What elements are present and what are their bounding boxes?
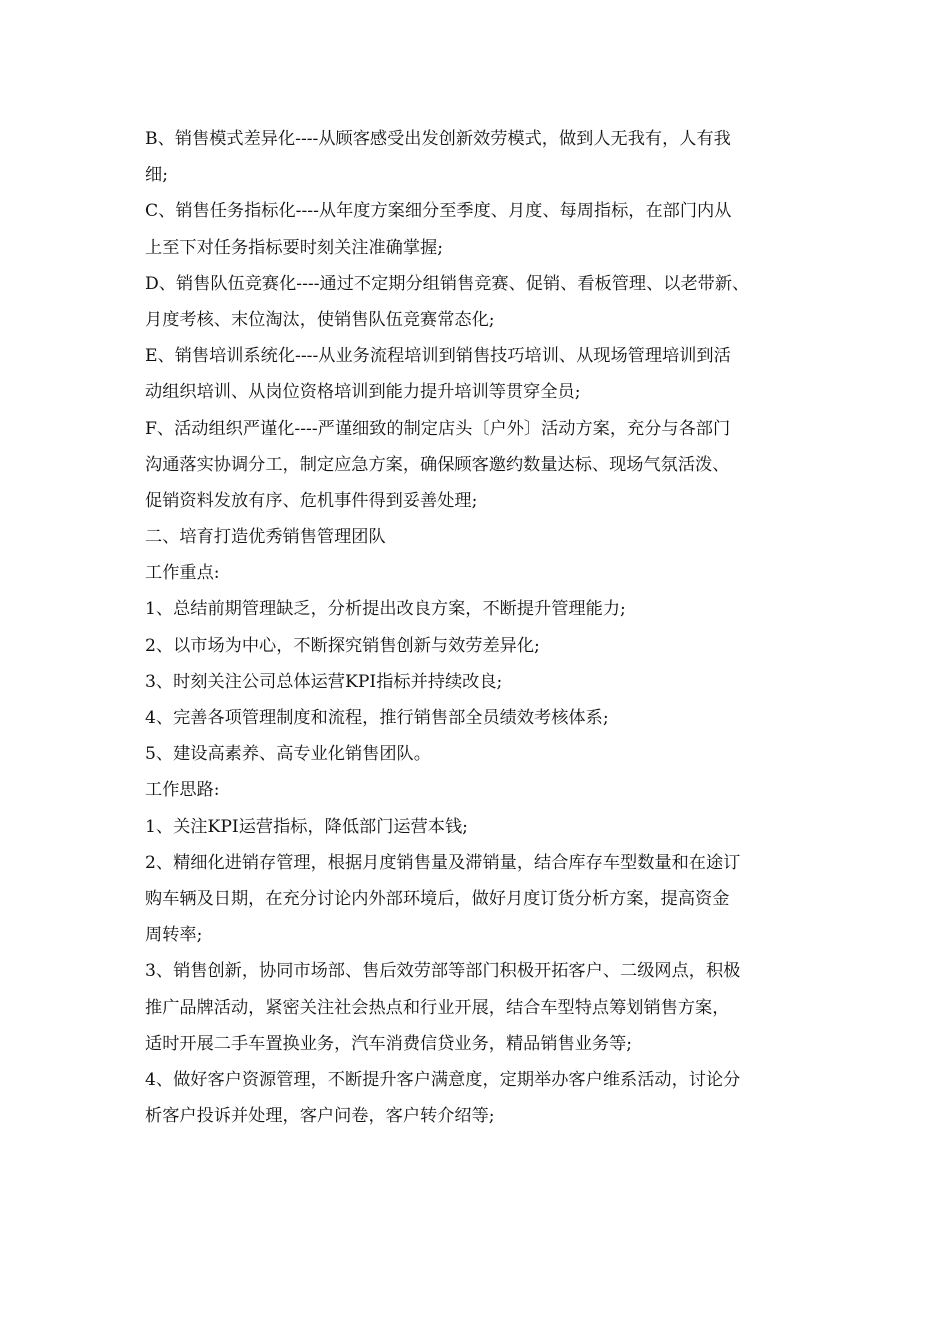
list-item: 3、销售创新，协同市场部、售后效劳部等部门积极开拓客户、二级网点，积极	[145, 961, 741, 982]
text-line: B、销售模式差异化----从顾客感受出发创新效劳模式，做到人无我有，人有我	[145, 129, 731, 149]
text-line: 沟通落实协调分工，制定应急方案，确保顾客邀约数量达标、现场气氛活泼、	[145, 454, 730, 475]
subsection-heading: 工作思路:	[145, 780, 220, 801]
document-body	[145, 121, 835, 1134]
text-line: 购车辆及日期，在充分讨论内外部环境后，做好月度订货分析方案，提高资金	[145, 888, 730, 909]
text-line: E、销售培训系统化----从业务流程培训到销售技巧培训、从现场管理培训到活	[145, 346, 731, 367]
subsection-heading: 工作重点:	[145, 563, 220, 584]
text-line: 周转率;	[145, 925, 203, 946]
text-line: 上至下对任务指标要时刻关注准确掌握;	[145, 237, 443, 258]
text-line: 月度考核、末位淘汰，使销售队伍竞赛常态化;	[145, 309, 495, 330]
text-line: 适时开展二手车置换业务，汽车消费信贷业务，精品销售业务等;	[145, 1033, 633, 1054]
text-line: 促销资料发放有序、危机事件得到妥善处理;	[145, 490, 478, 511]
section-heading: 二、培育打造优秀销售管理团队	[145, 527, 386, 548]
text-line: 细;	[145, 165, 168, 186]
text-line: C、销售任务指标化----从年度方案细分至季度、月度、每周指标，在部门内从	[145, 201, 732, 222]
text-line: F、活动组织严谨化----严谨细致的制定店头〔户外〕活动方案，充分与各部门	[145, 418, 731, 439]
list-item: 1、总结前期管理缺乏，分析提出改良方案，不断提升管理能力;	[145, 599, 626, 620]
text-line: 析客户投诉并处理，客户问卷，客户转介绍等;	[145, 1106, 495, 1127]
list-item: 5、建设高素养、高专业化销售团队。	[145, 744, 431, 765]
list-item: 4、完善各项管理制度和流程，推行销售部全员绩效考核体系;	[145, 708, 609, 728]
list-item: 2、精细化进销存管理，根据月度销售量及滞销量，结合库存车型数量和在途订	[145, 852, 741, 873]
list-item: 2、以市场为中心，不断探究销售创新与效劳差异化;	[145, 635, 540, 656]
list-item: 3、时刻关注公司总体运营KPI指标并持续改良;	[145, 671, 503, 692]
text-line: 动组织培训、从岗位资格培训到能力提升培训等贯穿全员;	[145, 382, 581, 403]
list-item: 4、做好客户资源管理，不断提升客户满意度，定期举办客户维系活动，讨论分	[145, 1069, 741, 1090]
text-line: D、销售队伍竞赛化----通过不定期分组销售竞赛、促销、看板管理、以老带新、	[145, 273, 750, 294]
list-item: 1、关注KPI运营指标，降低部门运营本钱;	[145, 816, 468, 837]
text-line: 推广品牌活动，紧密关注社会热点和行业开展，结合车型特点筹划销售方案，	[145, 997, 730, 1018]
